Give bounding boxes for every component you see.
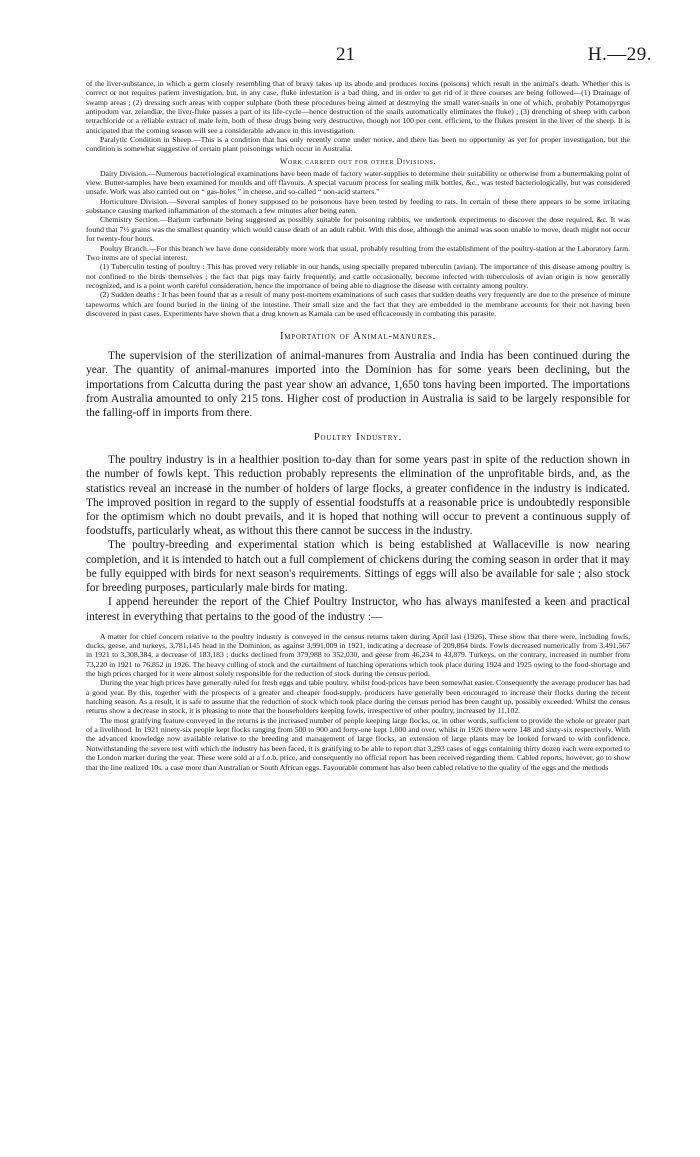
paragraph-census-returns: A matter for chief concern relative to the poultry industry is conveyed in the census returns taken during April last (1926). These show that there were, including fowls, ducks, geese, and turkeys, 3,781,145 head in the Dominion, as against 3,991,009 in 1921, indicating a decrease of 209,864 birds. Fowls decreased numerically from 3,491,567 in 1921 to 3,308,384, a decrease of 183,183 ; ducks declined from 379,988 to 352,030, and geese from 46,234 to 43,879. Turkeys, on the contrary, increased in number from 73,220 in 1921 to 76,852 in 1926. The heavy culling of stock and the curtailment of hatching operations which took place during 1924 and 1925 owing to the food-shortage and the high prices charged for it were almost solely responsible for the reduction of stock during the census period.	[86, 631, 630, 679]
paragraph-chemistry-section: Chemistry Section.—Barium carbonate being suggested as possibly suitable for poisoning rabbits, we undertook experiments to discover the dose required, &c. It was found that 7½ grains was the smallest quantity which would cause death of an adult rabbit. With this dose, although the animal was soon unable to move, death might not occur for twenty-four hours.	[86, 215, 630, 244]
paragraph-large-flocks: The most gratifying feature conveyed in the returns is the increased number of people keeping large flocks, or, in other words, sufficient to provide the whole or greater part of a livelihood. In 1921 ninety-six people kept flocks ranging from 500 to 900 and forty-one kept 1,000 and over, whilst in 1926 there were 148 and sixty-six respectively. With the advanced knowledge now available relative to the breeding and management of large flocks, an extension of large plants may be looked forward to with confidence. Notwithstanding the severe test with which the industry has been faced, it is gratifying to be able to report that 3,293 cases of eggs containing thirty dozen each were exported to the London market during the year. These were sold at a f.o.b. price, and consequently no official report has been received regarding them. Cabled reports, however, go to show that the line realized 10s. a case more than Australian or South African eggs. Favourable comment has also been cabled relative to the quality of the eggs and the methods	[86, 715, 630, 772]
poultry-industry-section	[86, 453, 630, 623]
paragraph-wallaceville-station: The poultry-breeding and experimental station which is being established at Wallaceville is now nearing completion, and it is intended to hatch out a full complement of chickens during the coming season in order that it may be fully equipped with birds for next season's requirements. Sittings of eggs will also be available for sale ; also stock for breeding purposes, particularly male birds for mating.	[86, 539, 630, 595]
spacer	[86, 624, 630, 632]
paragraph-poultry-position: The poultry industry is in a healthier position to-day than for some years past in spite of the reduction shown in the number of fowls kept. This reduction probably represents the elimination of the unprofitable birds, and, as the statistics reveal an increase in the number of holders of large flocks, a greater confidence in the industry is indicated. The improved position in regard to the supply of essential foodstuffs at a reasonable price is undoubtedly responsible for the optimism which no doubt prevails, and it is hoped that nothing will occur to prevent a continuous supply of foodstuffs, particularly wheat, as without this there cannot be success in the industry.	[86, 454, 630, 538]
heading-importation-animal-manures: Importation of Animal-manures.	[279, 331, 437, 343]
importation-section	[86, 349, 630, 420]
paragraph-sudden-deaths: (2) Sudden deaths : It has been found that as a result of many post-mortem examinations of such cases that sudden deaths very frequently are due to the presence of minute tapeworms which are found buried in the lining of the intestine. Their small size and the fact that they are embedded in the membrane accounts for their not having been discovered in past cases. Experiments have shown that a drug known as Kamala can be used efficaceously in combating this parasite.	[86, 290, 630, 318]
heading-poultry-industry: Poultry Industry.	[313, 432, 403, 444]
paragraph-tuberculin-testing: (1) Tuberculin testing of poultry : This has proved very reliable in our hands, using specially prepared tuberculin (avian). The importance of this disease among poultry is not confined to the birds themselves ; the fact that pigs may fairly frequently, and cattle occasionally, become infected with tuberculosis of avian origin is now generally recognized, and is a point worth careful consideration, hence the importance of being able to diagnose the disease with certainty among poultry.	[86, 262, 630, 290]
page-header	[0, 44, 700, 72]
heading-work-other-divisions: Work carried out for other Divisions.	[279, 156, 437, 166]
body-text	[86, 79, 630, 772]
paragraph-paralytic-condition: Paralytic Condition in Sheep.—This is a condition that has only recently come under notice, and there has been no opportunity as yet for proper investigation, but the condition is somewhat suggestive of certain plant poisonings which occur in Australia.	[86, 135, 630, 154]
document-code: H.—29.	[587, 44, 652, 65]
paragraph-importation: The supervision of the sterilization of animal-manures from Australia and India has been continued during the year. The quantity of animal-manures imported into the Dominion has for some years been declining, but the importations from Calcutta during the past year show an advance, 1,650 tons having been imported. The importations from Australia amounted to only 215 tons. Higher cost of production in Australia is said to be largely responsible for the falling-off in imports from there.	[86, 350, 630, 420]
page-number: 21	[336, 44, 355, 65]
paragraph-prices: During the year high prices have generally ruled for fresh eggs and table poultry, whilst food-prices have been somewhat easier. Consequently the average producer has had a good year. By this, together with the prospects of a greater and cheaper food-supply, producers have generally been encouraged to increase their flocks during the recent hatching season. As a result, it is safe to assume that the reduction of stock which took place during the census period has been caught up, possibly exceeded. Whilst the census returns show a decrease in stock, it is pleasing to note that the householders keeping fowls, irrespective of other poultry, increased by 11,102.	[86, 678, 630, 716]
paragraph-liver-fluke: of the liver-substance, in which a germ closely resembling that of braxy takes up its abode and produces toxins (poisons) which result in the animal's death. Whether this is correct or not requires patient investigation, but, in any case, fluke infestation is a bad thing, and in order to get rid of it three courses are being followed—(1) Drainage of swamp areas ; (2) dressing such areas with copper sulphate (both these procedures being aimed at destroying the small water-snails in one of which, probably Potamopyrgus antipodum var. zelandiæ, the liver-fluke passes a part of its life-cycle—hence destruction of the snails automatically eliminates the fluke) ; (3) drenching of sheep with carbon tetrachloride or a reliable extract of male fern, both of these drugs being very destructive, though not 100 per cent. efficient, to the flukes present in the liver of the sheep. It is anticipated that the coming season will see a considerable advance in this investigation.	[86, 79, 630, 135]
liver-fluke-section	[86, 79, 630, 154]
paragraph-append-report: I append hereunder the report of the Chief Poultry Instructor, who has always manifested a keen and practical interest in everything that pertains to the good of the industry :—	[86, 596, 630, 623]
paragraph-dairy-division: Dairy Division.—Numerous bacteriological examinations have been made of factory water-supplies to determine their suitability or otherwise from a buttermaking point of view. Butter-samples have been examined for moulds and off flavours. A special vacuum process for sealing milk bottles, &c., was tested bacteriologically, but was considered unsafe. Work was also carried out on “ gas-holes ” in cheese, and so-called “ non-acid starters.”	[86, 168, 630, 197]
work-other-divisions-section	[86, 169, 630, 319]
paragraph-horticulture-division: Horticulture Division.—Several samples of honey supposed to be poisonous have been tested by feeding to rats. In certain of these there appears to be some irritating substance causing marked inflammation of the stomach a few minutes after being eaten.	[86, 196, 630, 216]
chief-poultry-instructor-report	[86, 632, 630, 772]
paragraph-poultry-branch: Poultry Branch.—For this branch we have done considerably more work that usual, probably resulting from the establishment of the poultry-station at the Laboratory farm. Two items are of special interest.	[86, 243, 630, 262]
